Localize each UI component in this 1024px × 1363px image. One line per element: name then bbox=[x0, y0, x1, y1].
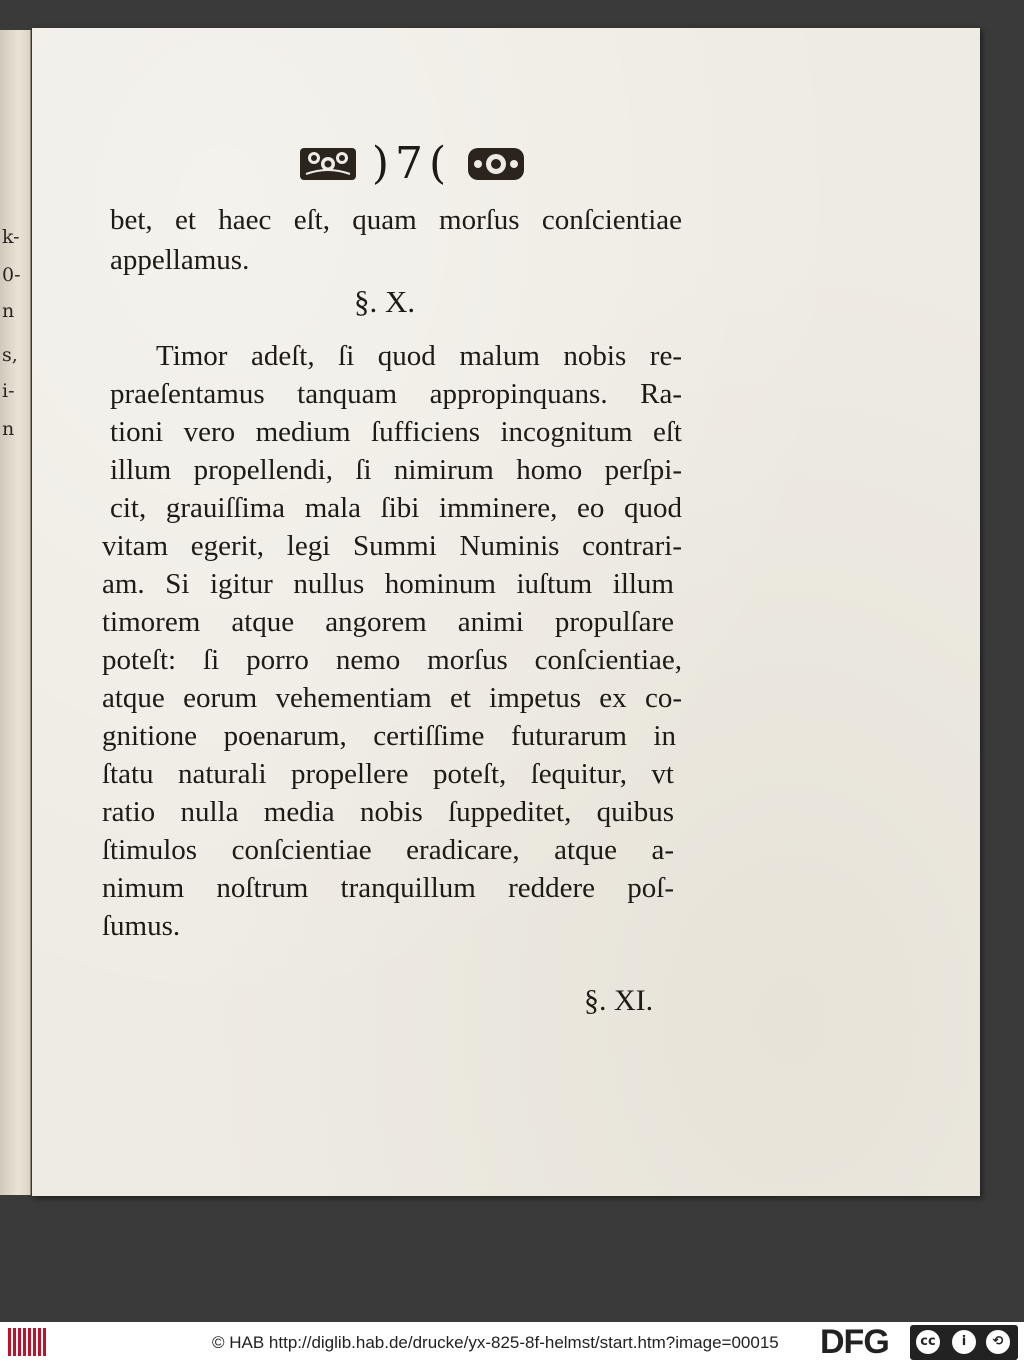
paragraph-line: am. Si igitur nullus hominum iuſtum illum bbox=[102, 568, 674, 600]
prev-page-fragment: n bbox=[2, 418, 15, 440]
paragraph-line: tioni vero medium ſufficiens incognitum eſt bbox=[110, 416, 682, 448]
paragraph-line: ſtimulos conſcientiae eradicare, atque a- bbox=[102, 834, 674, 866]
sa-icon: ⟲ bbox=[986, 1330, 1010, 1354]
paragraph-line: timorem atque angorem animi propulſare bbox=[102, 606, 674, 638]
prev-page-fragment: s, bbox=[2, 344, 18, 366]
page-number-left-paren: ) bbox=[371, 138, 395, 189]
text-line: bet, et haec eſt, quam morſus conſcientiae bbox=[110, 204, 682, 236]
paragraph-line: ſumus. bbox=[102, 910, 181, 942]
paragraph-line: ratio nulla media nobis ſuppeditet, quibus bbox=[102, 796, 674, 828]
catchword: §. XI. bbox=[584, 984, 654, 1017]
paragraph-line: gnitione poenarum, certiſſime futurarum in bbox=[102, 720, 676, 752]
paragraph-line: nimum noſtrum tranquillum reddere poſ- bbox=[102, 872, 674, 904]
paragraph-line: atque eorum vehementiam et impetus ex co- bbox=[102, 682, 682, 714]
page-number: 7 bbox=[395, 138, 429, 189]
attribution-link[interactable]: © HAB http://diglib.hab.de/drucke/yx-825-8f-helmst/start.htm?image=00015 bbox=[212, 1333, 779, 1352]
paragraph-line: praeſentamus tanquam appropinquans. Ra- bbox=[110, 378, 682, 410]
paragraph-line: ſtatu naturali propellere poteſt, ſequitur, vt bbox=[102, 758, 674, 790]
paragraph-line: Timor adeſt, ſi quod malum nobis re- bbox=[156, 340, 682, 372]
paragraph-line: vitam egerit, legi Summi Numinis contrari- bbox=[102, 530, 682, 562]
page-header bbox=[272, 136, 552, 192]
right-ornament-icon bbox=[466, 142, 526, 186]
by-icon: i bbox=[952, 1330, 976, 1354]
paragraph-line: cit, grauiſſima mala ſibi imminere, eo quod bbox=[110, 492, 682, 524]
cc-license-badge[interactable] bbox=[910, 1325, 1018, 1360]
dfg-logo[interactable]: DFG bbox=[820, 1323, 889, 1361]
previous-page-edge bbox=[0, 30, 31, 1195]
book-page bbox=[32, 28, 980, 1196]
left-ornament-icon bbox=[298, 142, 358, 186]
paragraph-line: illum propellendi, ſi nimirum homo perſpi- bbox=[110, 454, 682, 486]
footer-bar bbox=[0, 1322, 1024, 1363]
paragraph-line: poteſt: ſi porro nemo morſus conſcientiae, bbox=[102, 644, 682, 676]
text-line: appellamus. bbox=[110, 244, 250, 276]
page-number-right-paren: ( bbox=[429, 138, 453, 189]
prev-page-fragment: k- bbox=[2, 226, 20, 248]
prev-page-fragment: n bbox=[2, 300, 15, 322]
prev-page-fragment: i- bbox=[2, 380, 15, 402]
prev-page-fragment: 0- bbox=[2, 264, 21, 286]
cc-icon: cc bbox=[916, 1330, 940, 1354]
section-heading: §. X. bbox=[354, 284, 416, 319]
hab-logo-icon[interactable] bbox=[8, 1328, 46, 1356]
page-number-block bbox=[371, 138, 453, 189]
